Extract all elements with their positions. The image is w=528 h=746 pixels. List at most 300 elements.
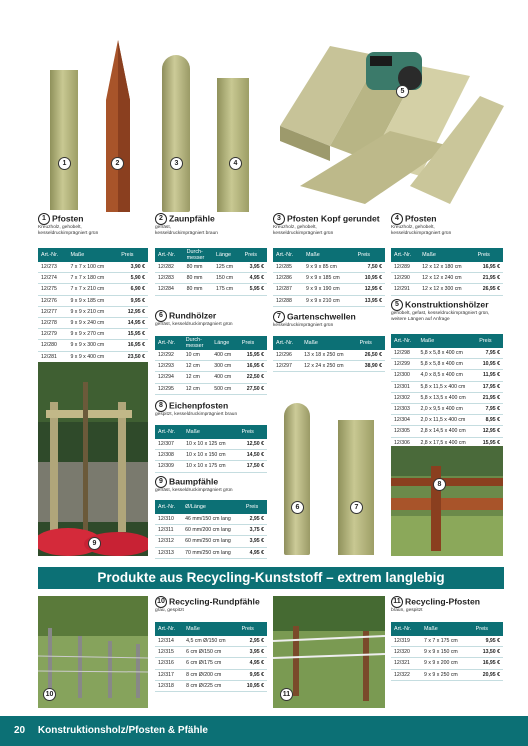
table-cell: 3,95 €: [242, 262, 267, 273]
table-header-cell: Preis: [239, 622, 267, 636]
table-row: [391, 669, 503, 680]
product-11-subtitle: braun, gespitzt: [391, 608, 423, 613]
image-badge-6: 6: [291, 501, 304, 514]
table-cell: 15,95 €: [239, 350, 267, 361]
table-cell: 6,90 €: [118, 284, 148, 295]
table-header-cell: Art.-Nr.: [391, 622, 421, 636]
table-header-cell: Maße: [183, 425, 238, 439]
table-cell: 12/305: [391, 426, 417, 437]
table-row: [391, 647, 503, 658]
table-cell: 9 x 9 x 185 cm: [67, 295, 118, 306]
table-cell: 12/286: [273, 273, 303, 284]
table-row: [273, 284, 385, 295]
table-cell: 16,95 €: [239, 361, 267, 372]
table-row: [155, 439, 267, 450]
table-cell: 70 mm/250 cm lang: [182, 547, 243, 558]
table-row: [391, 403, 503, 414]
table-cell: 175 cm: [213, 284, 242, 295]
table-row: [155, 536, 267, 547]
table-cell: 12/292: [155, 350, 183, 361]
product-10-title: 10 Recycling-Rundpfähle: [155, 596, 260, 608]
table-cell: 13,50 €: [473, 647, 503, 658]
table-cell: 21,95 €: [476, 392, 503, 403]
table-header-cell: Maße: [303, 248, 355, 262]
table-cell: 12/304: [391, 415, 417, 426]
table-cell: 12/296: [273, 350, 301, 361]
table-cell: 16,95 €: [475, 262, 503, 273]
image-badge-11: 11: [280, 688, 293, 701]
table-cell: 2,0 x 11,5 x 400 cm: [417, 415, 476, 426]
table-header-row: [155, 500, 267, 514]
product-2-header: [155, 213, 218, 237]
product-3-header: [273, 213, 380, 237]
table-row: [38, 317, 148, 328]
table-cell: 3,95 €: [239, 647, 267, 658]
table-cell: 5,8 x 5,8 x 400 cm: [417, 359, 476, 370]
table-cell: 7 x 7 x 210 cm: [67, 284, 118, 295]
table-cell: 9 x 9 x 270 cm: [67, 329, 118, 340]
table-header-cell: Länge: [211, 336, 239, 350]
table-cell: 80 mm: [184, 284, 213, 295]
table-cell: 14,95 €: [118, 317, 148, 328]
table-header-cell: Art.-Nr.: [155, 336, 183, 350]
table-header-cell: Art.-Nr.: [38, 248, 67, 262]
table-cell: 7 x 7 x 100 cm: [67, 262, 118, 273]
table-cell: 2,95 €: [243, 514, 267, 525]
table-cell: 12/273: [38, 262, 67, 273]
table-header-row: [155, 248, 267, 262]
table-header-cell: Preis: [118, 248, 148, 262]
table-row: [273, 361, 385, 372]
table-cell: 12/280: [38, 340, 67, 351]
price-table-4: [391, 248, 503, 296]
table-cell: 12/306: [391, 437, 417, 448]
table-header-cell: Preis: [243, 500, 267, 514]
image-badge-9: 9: [88, 537, 101, 550]
table-cell: 150 cm: [213, 273, 242, 284]
product-10-subtitle: grau, gespitzt: [155, 608, 184, 613]
product-1-header: [38, 213, 98, 237]
table-row: [273, 295, 385, 306]
product-7-title: 7 Gartenschwellen: [273, 311, 356, 323]
table-row: [155, 669, 267, 680]
table-cell: 9 x 9 x 210 cm: [303, 295, 355, 306]
table-cell: 12/277: [38, 306, 67, 317]
table-cell: 12/316: [155, 658, 183, 669]
table-cell: 9 x 9 x 190 cm: [303, 284, 355, 295]
table-cell: 3,95 €: [243, 536, 267, 547]
page-number: 20: [14, 725, 26, 736]
table-row: [155, 636, 267, 647]
table-cell: 12 cm: [183, 372, 211, 383]
table-cell: 6 cm Ø/150 cm: [183, 647, 238, 658]
product-8-header: [155, 400, 237, 418]
table-cell: 4,95 €: [242, 273, 267, 284]
table-cell: 7,50 €: [355, 262, 385, 273]
table-header-cell: Preis: [355, 248, 385, 262]
table-cell: 12/297: [273, 361, 301, 372]
table-row: [155, 525, 267, 536]
table-cell: 7,95 €: [476, 348, 503, 359]
table-row: [155, 647, 267, 658]
table-cell: 13 x 18 x 250 cm: [301, 350, 356, 361]
table-cell: 26,95 €: [475, 284, 503, 295]
table-row: [38, 273, 148, 284]
table-cell: 9 x 9 x 240 cm: [67, 317, 118, 328]
table-cell: 9 x 9 x 250 cm: [421, 669, 473, 680]
table-header-cell: Art.-Nr.: [155, 248, 184, 262]
table-cell: 5,8 x 11,5 x 400 cm: [417, 381, 476, 392]
table-header-cell: Art.-Nr.: [391, 334, 417, 348]
table-cell: 12/301: [391, 381, 417, 392]
table-header-cell: Maße: [419, 248, 474, 262]
table-header-cell: Maße: [183, 622, 238, 636]
product-8-subtitle: gespitzt, kesseldruckimprägniert braun: [155, 412, 238, 417]
table-cell: 12/313: [155, 547, 182, 558]
table-cell: 12/308: [155, 450, 183, 461]
table-cell: 12/302: [391, 392, 417, 403]
product-9-title: 9 Baumpfähle: [155, 476, 233, 488]
table-header-row: [155, 425, 267, 439]
table-cell: 8,95 €: [476, 415, 503, 426]
table-cell: 23,50 €: [118, 351, 148, 362]
product-1-subtitle: Kreuzholz, gehobelt, kesseldruckimprägniert grün: [38, 225, 99, 236]
table-header-row: [391, 622, 503, 636]
image-badge-5: 5: [396, 85, 409, 98]
table-cell: 9 x 9 x 400 cm: [67, 351, 118, 362]
table-row: [155, 262, 267, 273]
rounded-post-image-3: [162, 55, 190, 212]
table-cell: 12/293: [155, 361, 183, 372]
table-cell: 12/303: [391, 403, 417, 414]
product-11-title: 11 Recycling-Pfosten: [391, 596, 480, 608]
table-row: [38, 340, 148, 351]
table-cell: 12/321: [391, 658, 421, 669]
table-cell: 300 cm: [211, 361, 239, 372]
table-cell: 14,50 €: [239, 450, 267, 461]
page-footer: [0, 716, 528, 746]
image-badge-3: 3: [170, 157, 183, 170]
table-cell: 27,50 €: [239, 383, 267, 394]
table-cell: 12,95 €: [355, 284, 385, 295]
lumber-stack-image-5: [270, 36, 504, 204]
table-cell: 4,5 cm Ø/150 cm: [183, 636, 238, 647]
product-7-subtitle: kesseldruckimprägniert grün: [273, 323, 334, 328]
price-table-11: [391, 622, 503, 681]
product-5-subtitle: gehobelt, gefast, kesseldruckimprägniert grün, weitere Längen auf Anfrage: [391, 311, 490, 322]
table-cell: 2,0 x 9,5 x 400 cm: [417, 403, 476, 414]
table-cell: 12 x 24 x 250 cm: [301, 361, 356, 372]
table-cell: 3,75 €: [243, 525, 267, 536]
table-cell: 10 x 10 x 150 cm: [183, 450, 238, 461]
table-cell: 6 cm Ø/175 cm: [183, 658, 238, 669]
table-header-cell: Art.-Nr.: [155, 425, 183, 439]
table-header-cell: Preis: [476, 334, 503, 348]
table-cell: 7 x 7 x 180 cm: [67, 273, 118, 284]
table-cell: 12/290: [391, 273, 419, 284]
table-header-cell: Preis: [239, 336, 267, 350]
table-cell: 16,95 €: [118, 340, 148, 351]
table-cell: 12/320: [391, 647, 421, 658]
table-header-cell: Maße: [301, 336, 356, 350]
table-row: [38, 351, 148, 362]
table-header-cell: Art.-Nr.: [391, 248, 419, 262]
table-row: [38, 284, 148, 295]
table-cell: 12/274: [38, 273, 67, 284]
table-cell: 4,95 €: [239, 658, 267, 669]
table-cell: 10,95 €: [355, 273, 385, 284]
table-cell: 9 x 9 x 85 cm: [303, 262, 355, 273]
table-cell: 12 x 12 x 300 cm: [419, 284, 474, 295]
table-cell: 7,95 €: [476, 403, 503, 414]
product-5-header: [391, 299, 489, 323]
table-header-cell: Preis: [473, 622, 503, 636]
table-header-cell: Länge: [213, 248, 242, 262]
table-row: [155, 383, 267, 394]
image-badge-10: 10: [43, 688, 56, 701]
table-header-cell: Maße: [417, 334, 476, 348]
table-cell: 12/279: [38, 329, 67, 340]
table-header-cell: Durch- messer: [184, 248, 213, 262]
table-cell: 20,95 €: [473, 669, 503, 680]
table-cell: 11,95 €: [476, 370, 503, 381]
table-row: [391, 359, 503, 370]
table-row: [391, 392, 503, 403]
table-cell: 9 x 9 x 185 cm: [303, 273, 355, 284]
table-row: [391, 415, 503, 426]
table-cell: 12 x 12 x 240 cm: [419, 273, 474, 284]
table-header-row: [38, 248, 148, 262]
table-cell: 80 mm: [184, 273, 213, 284]
table-cell: 12/285: [273, 262, 303, 273]
image-badge-4: 4: [229, 157, 242, 170]
image-badge-2: 2: [111, 157, 124, 170]
table-cell: 10 x 10 x 125 cm: [183, 439, 238, 450]
tree-stake-garden-photo: [38, 362, 148, 556]
table-row: [155, 658, 267, 669]
table-cell: 4,0 x 8,5 x 400 cm: [417, 370, 476, 381]
table-cell: 5,95 €: [242, 284, 267, 295]
table-cell: 12 x 12 x 180 cm: [419, 262, 474, 273]
table-row: [273, 350, 385, 361]
table-row: [155, 372, 267, 383]
table-cell: 7 x 7 x 175 cm: [421, 636, 473, 647]
table-row: [155, 450, 267, 461]
table-cell: 21,95 €: [475, 273, 503, 284]
product-4-title: 4 Pfosten: [391, 213, 451, 225]
table-row: [38, 262, 148, 273]
table-cell: 15,95 €: [118, 329, 148, 340]
table-cell: 13,95 €: [355, 295, 385, 306]
table-cell: 2,95 €: [239, 636, 267, 647]
price-table-6: [155, 336, 267, 395]
table-row: [391, 348, 503, 359]
table-cell: 2,8 x 17,5 x 400 cm: [417, 437, 476, 448]
table-cell: 8 cm Ø/200 cm: [183, 669, 238, 680]
footer-title: Konstruktionsholz/Pfosten & Pfähle: [37, 725, 208, 736]
table-cell: 4,95 €: [243, 547, 267, 558]
table-row: [391, 370, 503, 381]
table-cell: 12/317: [155, 669, 183, 680]
table-cell: 5,8 x 13,5 x 400 cm: [417, 392, 476, 403]
table-cell: 400 cm: [211, 372, 239, 383]
table-row: [273, 273, 385, 284]
table-cell: 12/307: [155, 439, 183, 450]
price-table-7: [273, 336, 385, 372]
table-row: [155, 284, 267, 295]
post-image-4: [217, 78, 249, 212]
product-4-header: [391, 213, 451, 237]
table-cell: 12/291: [391, 284, 419, 295]
table-cell: 12/298: [391, 348, 417, 359]
table-cell: 26,50 €: [357, 350, 385, 361]
table-cell: 5,8 x 5,8 x 400 cm: [417, 348, 476, 359]
table-row: [273, 262, 385, 273]
table-cell: 12/288: [273, 295, 303, 306]
table-cell: 400 cm: [211, 350, 239, 361]
table-cell: 17,50 €: [239, 461, 267, 472]
product-3-title: 3 Pfosten Kopf gerundet: [273, 213, 380, 225]
table-cell: 12,95 €: [476, 426, 503, 437]
table-cell: 9,95 €: [118, 295, 148, 306]
table-cell: 15,95 €: [476, 437, 503, 448]
product-9-header: [155, 476, 233, 494]
table-cell: 12/310: [155, 514, 182, 525]
product-6-header: [155, 310, 233, 328]
table-cell: 38,90 €: [357, 361, 385, 372]
table-cell: 12 cm: [183, 383, 211, 394]
table-header-cell: Preis: [475, 248, 503, 262]
table-header-cell: Maße: [421, 622, 473, 636]
table-row: [155, 361, 267, 372]
product-2-title: 2 Zaunpfähle: [155, 213, 218, 225]
table-cell: 500 cm: [211, 383, 239, 394]
table-header-cell: Preis: [357, 336, 385, 350]
table-cell: 12/322: [391, 669, 421, 680]
table-cell: 2,8 x 14,5 x 400 cm: [417, 426, 476, 437]
product-6-subtitle: gefräst, kesseldruckimprägniert grün: [155, 322, 233, 327]
product-4-subtitle: Kreuzholz, gehobelt, kesseldruckimprägniert grün: [391, 225, 452, 236]
table-cell: 12,50 €: [239, 439, 267, 450]
table-row: [155, 461, 267, 472]
product-10-header: [155, 596, 260, 614]
image-badge-7: 7: [350, 501, 363, 514]
table-cell: 9 x 9 x 210 cm: [67, 306, 118, 317]
oak-fence-photo: [391, 446, 503, 556]
table-cell: 12/281: [38, 351, 67, 362]
table-header-row: [155, 336, 267, 350]
table-header-row: [391, 334, 503, 348]
table-cell: 17,95 €: [476, 381, 503, 392]
product-8-title: 8 Eichenpfosten: [155, 400, 237, 412]
table-row: [38, 295, 148, 306]
round-post-image-6: [284, 403, 310, 555]
table-cell: 12/300: [391, 370, 417, 381]
table-cell: 46 mm/150 cm lang: [182, 514, 243, 525]
product-9-subtitle: gefräst, kesseldruckimprägniert grün: [155, 488, 233, 493]
table-cell: 12/287: [273, 284, 303, 295]
table-cell: 9,95 €: [473, 636, 503, 647]
table-cell: 16,95 €: [473, 658, 503, 669]
product-3-subtitle: Kreuzholz, gehobelt, kesseldruckimprägniert grün: [273, 225, 334, 236]
table-header-cell: Art.-Nr.: [273, 248, 303, 262]
product-11-header: [391, 596, 480, 614]
table-header-cell: Maße: [67, 248, 118, 262]
price-table-1: [38, 248, 148, 363]
table-cell: 12/318: [155, 680, 183, 691]
table-header-row: [155, 622, 267, 636]
table-cell: 5,90 €: [118, 273, 148, 284]
recycling-banner: Produkte aus Recycling-Kunststoff – extrem langlebig: [38, 567, 504, 589]
price-table-10: [155, 622, 267, 692]
table-row: [38, 329, 148, 340]
table-header-cell: Art.-Nr.: [155, 500, 182, 514]
table-row: [391, 381, 503, 392]
table-header-cell: Ø/Länge: [182, 500, 243, 514]
table-row: [155, 273, 267, 284]
table-cell: 60 mm/250 cm lang: [182, 536, 243, 547]
table-row: [155, 547, 267, 558]
table-cell: 12 cm: [183, 361, 211, 372]
price-table-2: [155, 248, 267, 296]
product-6-title: 6 Rundhölzer: [155, 310, 233, 322]
post-image-1: [50, 70, 78, 210]
table-cell: 60 mm/200 cm lang: [182, 525, 243, 536]
table-row: [391, 262, 503, 273]
table-cell: 9 x 9 x 150 cm: [421, 647, 473, 658]
table-cell: 12/284: [155, 284, 184, 295]
table-cell: 12/309: [155, 461, 183, 472]
table-cell: 12/299: [391, 359, 417, 370]
table-cell: 10 x 10 x 175 cm: [183, 461, 238, 472]
table-cell: 12/319: [391, 636, 421, 647]
table-cell: 3,90 €: [118, 262, 148, 273]
table-cell: 125 cm: [213, 262, 242, 273]
table-row: [391, 426, 503, 437]
price-table-9: [155, 500, 267, 559]
table-header-cell: Art.-Nr.: [155, 622, 183, 636]
table-cell: 9,95 €: [239, 669, 267, 680]
table-cell: 12/289: [391, 262, 419, 273]
table-header-cell: Preis: [242, 248, 267, 262]
table-cell: 10,95 €: [239, 680, 267, 691]
table-cell: 22,50 €: [239, 372, 267, 383]
table-cell: 12,95 €: [118, 306, 148, 317]
table-row: [391, 273, 503, 284]
product-7-header: [273, 311, 356, 329]
table-header-cell: Preis: [239, 425, 267, 439]
table-header-row: [391, 248, 503, 262]
product-1-title: 1 Pfosten: [38, 213, 98, 225]
table-cell: 12/275: [38, 284, 67, 295]
table-row: [391, 284, 503, 295]
table-cell: 12/283: [155, 273, 184, 284]
stake-image-2: [103, 40, 133, 212]
price-table-3: [273, 248, 385, 307]
table-cell: 12/311: [155, 525, 182, 536]
table-cell: 12/282: [155, 262, 184, 273]
table-cell: 9 x 9 x 200 cm: [421, 658, 473, 669]
table-cell: 8 cm Ø/225 cm: [183, 680, 238, 691]
table-row: [155, 680, 267, 691]
image-badge-8: 8: [433, 478, 446, 491]
table-cell: 12/294: [155, 372, 183, 383]
table-row: [155, 350, 267, 361]
product-2-subtitle: gefräst, kesseldruckimprägniert braun: [155, 225, 218, 236]
table-cell: 10,95 €: [476, 359, 503, 370]
railway-sleeper-image-7: [338, 420, 374, 555]
price-table-5: [391, 334, 503, 449]
